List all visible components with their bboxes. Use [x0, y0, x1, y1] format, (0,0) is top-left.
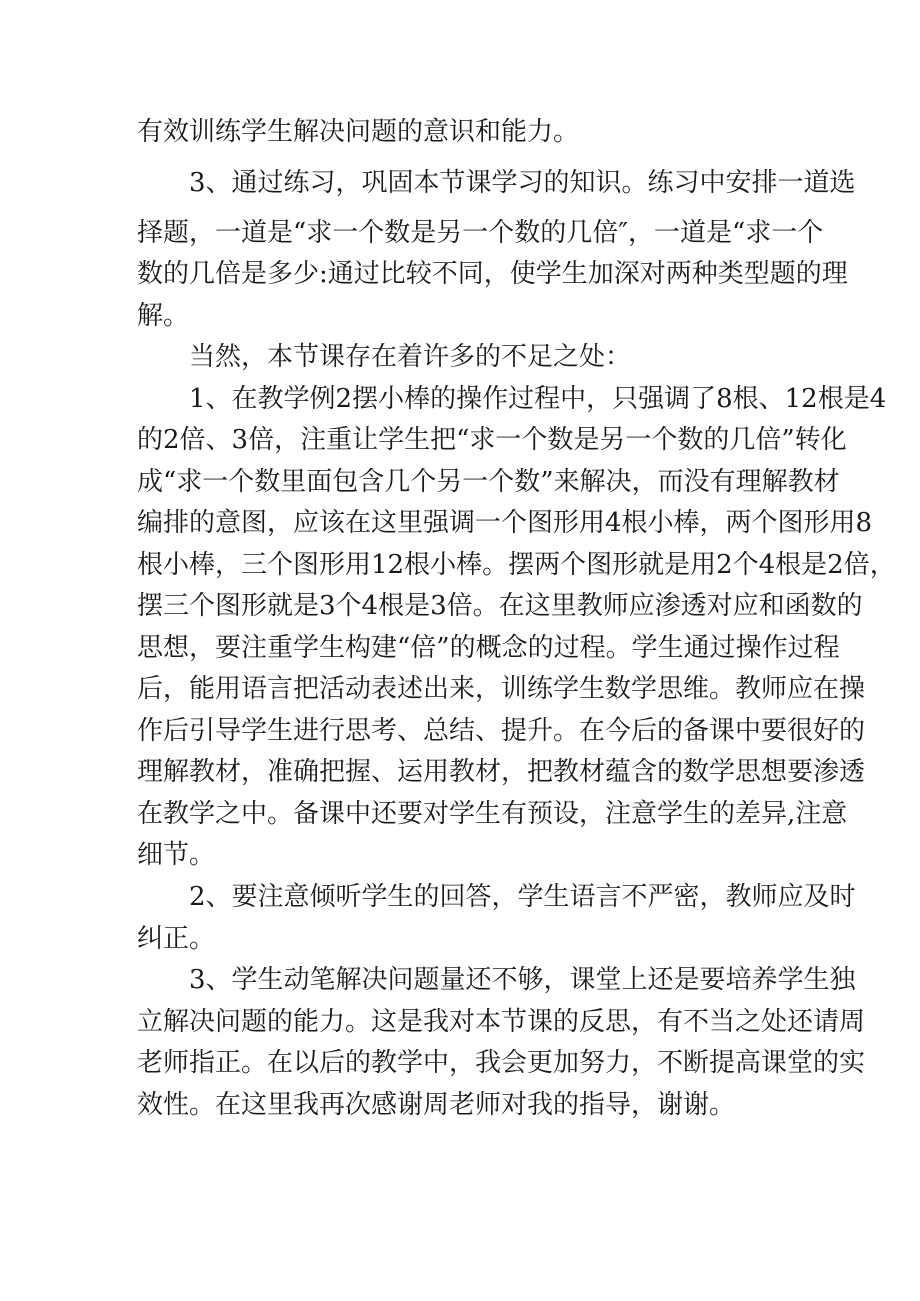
paragraph-2-line-1: 3、通过练习，巩固本节课学习的知识。练习中安排一道选	[189, 168, 856, 198]
paragraph-4-line-10: 理解教材，准确把握、运用教材，把教材蕴含的数学思想要渗透	[137, 757, 866, 787]
paragraph-4-line-5: 根小棒，三个图形用12根小棒。摆两个图形就是用2个4根是2倍，	[137, 550, 896, 580]
paragraph-2-line-2: 择题，一道是“求一个数是另一个数的几倍″，一道是“求一个	[137, 218, 824, 248]
paragraph-4-line-2: 的2倍、3倍，注重让学生把“求一个数是另一个数的几倍”转化	[137, 425, 847, 455]
paragraph-1-line-1: 有效训练学生解决问题的意识和能力。	[137, 117, 580, 147]
paragraph-5-line-1: 2、要注意倾听学生的回答，学生语言不严密，教师应及时	[189, 882, 856, 912]
paragraph-4-line-9: 作后引导学生进行思考、总结、提升。在今后的备课中要很好的	[137, 716, 866, 746]
paragraph-4-line-6: 摆三个图形就是3个4根是3倍。在这里教师应渗透对应和函数的	[137, 591, 863, 621]
paragraph-4-line-3: 成“求一个数里面包含几个另一个数”来解决，而没有理解教材	[137, 467, 840, 497]
paragraph-4-line-1: 1、在教学例2摆小棒的操作过程中，只强调了8根、12根是4	[189, 384, 887, 414]
paragraph-6-line-2: 立解决问题的能力。这是我对本节课的反思，有不当之处还请周	[137, 1007, 866, 1037]
paragraph-4-line-7: 思想，要注重学生构建“倍”的概念的过程。学生通过操作过程	[137, 633, 840, 663]
paragraph-4-line-11: 在教学之中。备课中还要对学生有预设，注意学生的差异,注意	[137, 799, 848, 829]
paragraph-6-line-1: 3、学生动笔解决问题量还不够，课堂上还是要培养学生独	[189, 965, 856, 995]
paragraph-2-line-4: 解。	[137, 301, 190, 331]
paragraph-6-line-4: 效性。在这里我再次感谢周老师对我的指导，谢谢。	[137, 1090, 736, 1120]
paragraph-4-line-12: 细节。	[137, 840, 216, 870]
paragraph-6-line-3: 老师指正。在以后的教学中，我会更加努力，不断提高课堂的实	[137, 1048, 866, 1078]
paragraph-2-line-3: 数的几倍是多少:通过比较不同，使学生加深对两种类型题的理	[137, 259, 848, 289]
paragraph-3-line-1: 当然，本节课存在着许多的不足之处：	[189, 342, 632, 372]
paragraph-4-line-8: 后，能用语言把活动表述出来，训练学生数学思维。教师应在操	[137, 674, 866, 704]
paragraph-4-line-4: 编排的意图，应该在这里强调一个图形用4根小棒，两个图形用8	[137, 508, 873, 538]
paragraph-5-line-2: 纠正。	[137, 924, 216, 954]
